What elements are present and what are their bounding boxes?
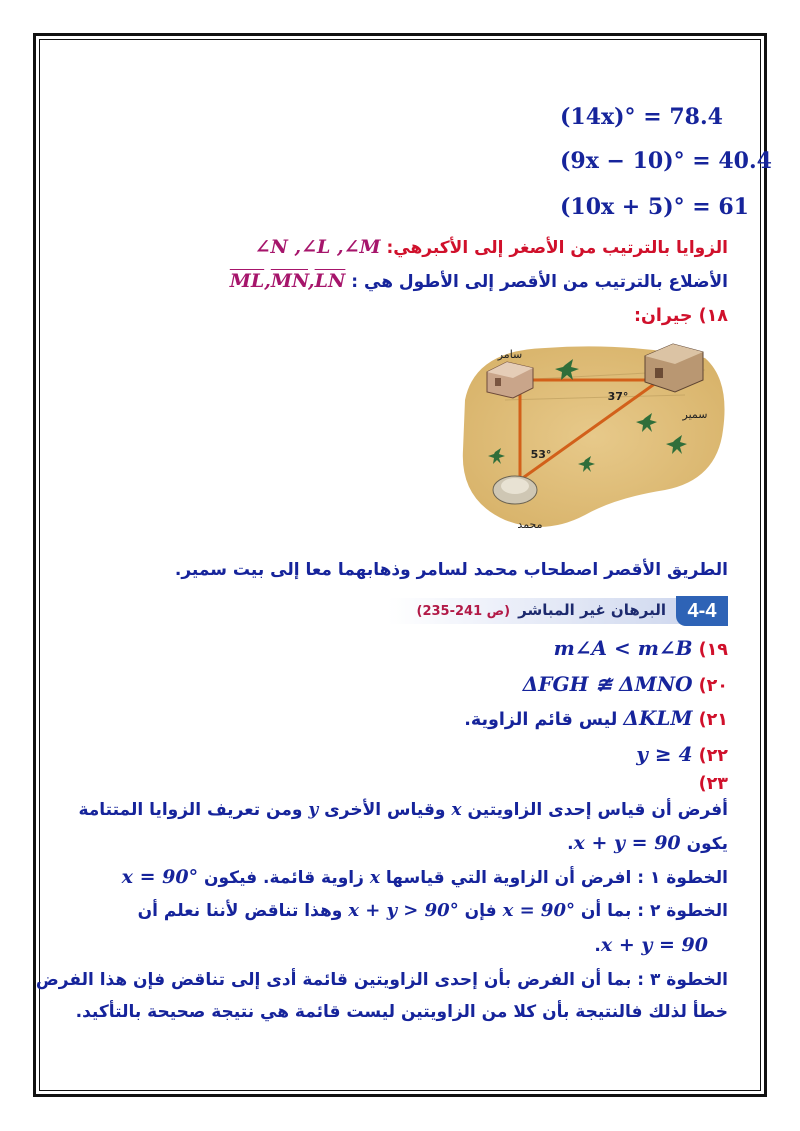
answer-20: ٢٠) ΔFGH ≇ ΔMNO <box>522 672 728 696</box>
question-18-answer: الطريق الأقصر اصطحاب محمد لسامر وذهابهما معا إلى بيت سمير. <box>174 560 728 580</box>
angle-53-label: 53° <box>530 448 552 461</box>
equation-2: (9x − 10)° = 40.4 <box>560 148 772 174</box>
angles-order-line: الزوايا بالترتيب من الأصغر إلى الأكبرهي: ∠N ,∠L ,∠M <box>254 236 728 258</box>
segment-mn: $\overline{MN}$ <box>270 270 308 292</box>
equation-3: (10x + 5)° = 61 <box>560 194 749 220</box>
segment-ln: $\overline{LN}$ <box>314 270 346 292</box>
proof-step-3-line-2: خطأ لذلك فالنتيجة بأن كلا من الزاويتين ليست قائمة هي نتيجة صحيحة بالتأكيد. <box>75 1002 728 1022</box>
proof-step-2-cont: x + y = 90. <box>594 934 708 956</box>
question-18-label: ١٨) جيران: <box>633 306 728 326</box>
proof-line-1: أفرض أن قياس إحدى الزاويتين x وقياس الأخرى y ومن تعريف الزوايا المتتامة <box>78 800 728 820</box>
answer-23-label: ٢٣) <box>698 774 728 794</box>
proof-step-2: الخطوة ٢ : بما أن x = 90° فإن x + y > 90° وهذا تناقض لأننا نعلم أن <box>137 900 728 921</box>
answer-22: ٢٢) y ≥ 4 <box>636 742 728 766</box>
answer-21: ٢١) ΔKLM ليس قائم الزاوية. <box>464 706 728 730</box>
segment-ml: $\overline{ML}$ <box>229 270 265 292</box>
proof-step-1: الخطوة ١ : افرض أن الزاوية التي قياسها x زاوية قائمة. فيكون x = 90° <box>121 866 728 888</box>
section-pages: (ص 241-235) <box>416 604 511 619</box>
label-mohammed: محمد <box>517 518 543 531</box>
label-samer: سامر <box>497 348 523 361</box>
section-title: البرهان غير المباشر(ص 241-235) <box>416 601 666 619</box>
section-banner <box>388 596 728 626</box>
angle-37-label: 37° <box>607 390 629 403</box>
equation-1: (14x)° = 78.4 <box>560 104 723 130</box>
proof-step-3-line-1: الخطوة ٣ : بما أن الفرض بأن إحدى الزاويتين قائمة أدى إلى تناقض فإن هذا الفرض <box>35 970 728 990</box>
proof-line-2: يكون x + y = 90. <box>567 832 728 854</box>
house-mohammed-icon <box>493 476 537 504</box>
neighbors-map-figure <box>455 340 730 536</box>
sides-order-line: الأضلاع بالترتيب من الأقصر إلى الأطول هي : $\overline{ML},\overline{MN},\overline{LN}$ <box>229 270 728 292</box>
answer-19: ١٩) m∠A < m∠B <box>553 636 728 660</box>
section-number: 4-4 <box>676 596 728 626</box>
label-samir: سمير <box>682 408 708 421</box>
